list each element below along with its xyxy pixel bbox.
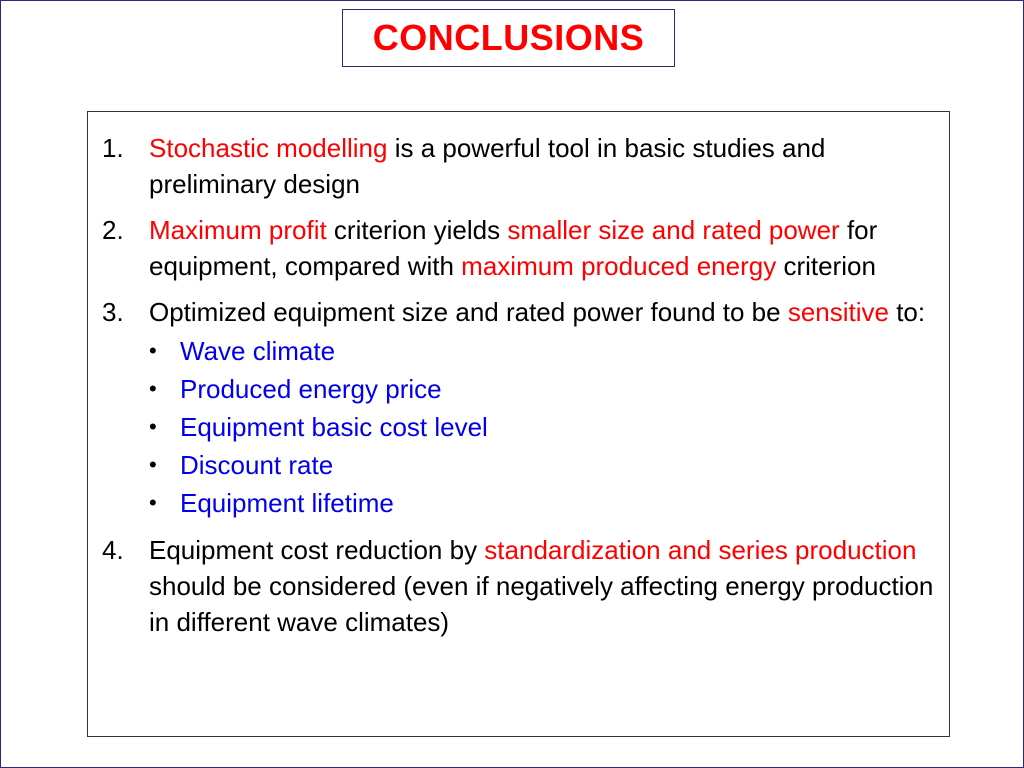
bullet-icon: • — [149, 376, 157, 401]
list-item: • Equipment lifetime — [149, 484, 942, 522]
conclusions-list — [102, 130, 942, 650]
list-item: • Produced energy price — [149, 370, 942, 408]
bullet-icon: • — [149, 490, 157, 515]
bullet-icon: • — [149, 452, 157, 477]
conclusion-item-1 — [102, 130, 942, 202]
item-number: 4. — [102, 535, 124, 565]
conclusions-box — [87, 111, 950, 737]
list-item: • Discount rate — [149, 446, 942, 484]
item-number: 2. — [102, 215, 124, 245]
item-text: Equipment cost reduction by standardization and series production should be considered (even if negatively affecting energy production in different wave climates) — [149, 535, 934, 637]
item-number: 3. — [102, 297, 124, 327]
bullet-icon: • — [149, 414, 157, 439]
list-item: • Wave climate — [149, 332, 942, 370]
list-item: • Equipment basic cost level — [149, 408, 942, 446]
sensitivity-list — [149, 332, 942, 522]
title-box — [342, 9, 675, 67]
slide-title: CONCLUSIONS — [372, 17, 645, 58]
item-number: 1. — [102, 133, 124, 163]
conclusion-item-4 — [102, 532, 942, 640]
item-text: Optimized equipment size and rated power found to be sensitive to: — [149, 297, 926, 327]
conclusion-item-2 — [102, 212, 942, 284]
item-text: Stochastic modelling is a powerful tool in basic studies and preliminary design — [149, 133, 826, 199]
bullet-icon: • — [149, 338, 157, 363]
item-text: Maximum profit criterion yields smaller size and rated power for equipment, compared with maximum produced energy criterion — [149, 215, 878, 281]
conclusion-item-3 — [102, 294, 942, 522]
